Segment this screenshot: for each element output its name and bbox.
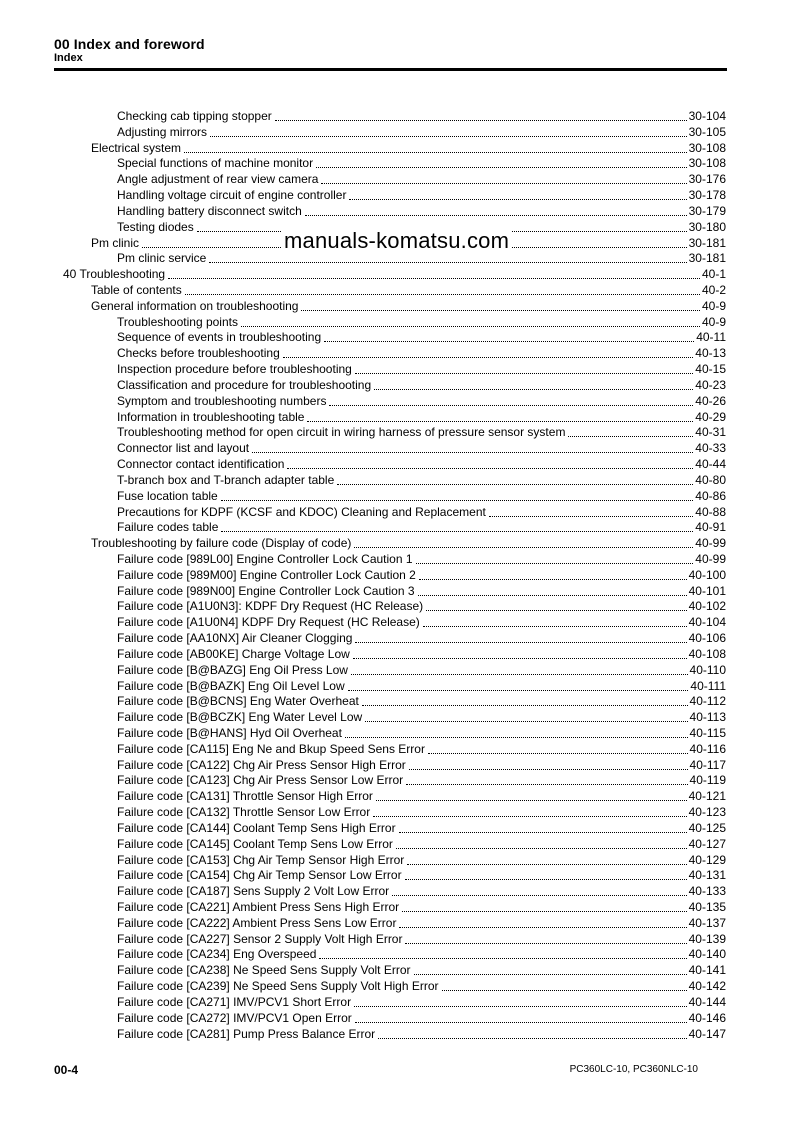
- toc-entry-label: Failure code [AA10NX] Air Cleaner Clogging: [117, 631, 353, 646]
- toc-entry-label: Connector list and layout: [117, 441, 250, 456]
- toc-entry-label: Failure code [A1U0N3]: KDPF Dry Request (HC Release): [117, 599, 424, 614]
- toc-entry-label: Failure code [CA222] Ambient Press Sens Low Error: [117, 915, 397, 930]
- toc-entry-page: 30-180: [688, 219, 726, 234]
- toc-entry-label: Failure code [CA281] Pump Press Balance Error: [117, 1026, 376, 1041]
- toc-entry-label: Handling battery disconnect switch: [117, 203, 302, 218]
- toc-entry-label: Inspection procedure before troubleshooting: [117, 362, 352, 377]
- dot-leader: [419, 568, 687, 582]
- toc-entry-page: 40-13: [695, 346, 726, 361]
- toc-entry-label: Failure code [CA153] Chg Air Temp Sensor High Error: [117, 852, 405, 867]
- toc-entry[interactable]: [117, 1009, 726, 1025]
- dot-leader: [275, 109, 687, 123]
- dot-leader: [405, 932, 686, 946]
- page-header: [54, 36, 726, 65]
- dot-leader: [221, 489, 694, 503]
- dot-leader: [409, 758, 688, 772]
- toc-entry-page: 40-131: [688, 868, 726, 883]
- toc-entry-label: Failure code [CA238] Ne Speed Sens Supply Volt Error: [117, 963, 411, 978]
- toc-entry[interactable]: [117, 503, 726, 519]
- dot-leader: [355, 362, 693, 376]
- toc-entry-page: 40-108: [688, 646, 726, 661]
- toc-entry-page: 40-106: [688, 631, 726, 646]
- toc-entry[interactable]: [117, 914, 726, 930]
- toc-entry-page: 40-119: [689, 773, 726, 788]
- toc-entry-page: 40-100: [688, 567, 726, 582]
- toc-entry-label: Checks before troubleshooting: [117, 346, 280, 361]
- toc-entry-label: Connector contact identification: [117, 457, 285, 472]
- toc-entry-label: Classification and procedure for troubleshooting: [117, 377, 372, 392]
- toc-entry-label: Information in troubleshooting table: [117, 409, 305, 424]
- toc-entry[interactable]: [63, 265, 726, 281]
- dot-leader: [305, 204, 687, 218]
- toc-entry[interactable]: [117, 202, 726, 218]
- toc-entry[interactable]: [117, 645, 726, 661]
- toc-entry[interactable]: [117, 930, 726, 946]
- dot-leader: [362, 694, 688, 708]
- toc-entry[interactable]: [91, 139, 726, 155]
- dot-leader: [402, 900, 686, 914]
- toc-entry-label: Failure code [CA271] IMV/PCV1 Short Error: [117, 994, 352, 1009]
- toc-entry-label: Failure code [CA272] IMV/PCV1 Open Error: [117, 1010, 352, 1025]
- toc-entry[interactable]: [117, 518, 726, 534]
- dot-leader: [345, 726, 688, 740]
- toc-entry-page: 40-31: [695, 425, 726, 440]
- toc-entry[interactable]: [117, 1025, 726, 1041]
- dot-leader: [283, 346, 694, 360]
- toc-entry-label: Failure code [CA187] Sens Supply 2 Volt Low Error: [117, 884, 390, 899]
- toc-entry[interactable]: [117, 835, 726, 851]
- toc-entry[interactable]: [117, 740, 726, 756]
- toc-entry-label: Precautions for KDPF (KCSF and KDOC) Cleaning and Replacement: [117, 504, 486, 519]
- toc-entry-label: Failure code [CA123] Chg Air Press Sensor Low Error: [117, 773, 404, 788]
- dot-leader: [316, 156, 687, 170]
- toc-entry-page: 40-1: [701, 267, 726, 282]
- toc-entry-page: 40-140: [688, 947, 726, 962]
- toc-entry[interactable]: [117, 487, 726, 503]
- toc-entry-page: 40-11: [696, 330, 726, 345]
- dot-leader: [329, 394, 693, 408]
- toc-entry[interactable]: [117, 692, 726, 708]
- dot-leader: [349, 188, 686, 202]
- toc-entry-page: 40-116: [689, 741, 726, 756]
- toc-entry-page: 40-23: [695, 377, 726, 392]
- toc-entry[interactable]: [117, 408, 726, 424]
- toc-entry[interactable]: [117, 170, 726, 186]
- toc-entry[interactable]: [117, 154, 726, 170]
- header-rule: [54, 68, 727, 71]
- dot-leader: [287, 457, 693, 471]
- toc-entry-page: 40-142: [688, 979, 726, 994]
- toc-entry-label: Failure code [989L00] Engine Controller Lock Caution 1: [117, 551, 413, 566]
- toc-entry[interactable]: [117, 582, 726, 598]
- toc-entry-label: Failure code [CA227] Sensor 2 Supply Volt High Error: [117, 931, 403, 946]
- toc-entry-label: Fuse location table: [117, 488, 218, 503]
- dot-leader: [378, 1027, 687, 1041]
- toc-entry[interactable]: [117, 376, 726, 392]
- toc-entry-page: 40-99: [695, 536, 726, 551]
- toc-entry[interactable]: [117, 961, 726, 977]
- toc-entry-page: 40-2: [701, 283, 726, 298]
- toc-entry-label: Failure code [B@BCZK] Eng Water Level Low: [117, 710, 363, 725]
- toc-entry-label: Sequence of events in troubleshooting: [117, 330, 322, 345]
- dot-leader: [374, 378, 693, 392]
- toc-entry-label: 40 Troubleshooting: [63, 267, 166, 282]
- dot-leader: [353, 647, 687, 661]
- toc-entry-label: Troubleshooting by failure code (Display of code): [91, 536, 352, 551]
- dot-leader: [321, 172, 686, 186]
- dot-leader: [426, 599, 687, 613]
- toc-entry-label: Failure code [989N00] Engine Controller Lock Caution 3: [117, 583, 415, 598]
- toc-entry[interactable]: [117, 597, 726, 613]
- toc-entry-page: 40-144: [688, 994, 726, 1009]
- toc-entry-page: 30-108: [688, 140, 726, 155]
- toc-entry-label: Electrical system: [91, 140, 182, 155]
- page-number: 00-4: [54, 1063, 79, 1077]
- toc-entry-page: 40-15: [695, 362, 726, 377]
- dot-leader: [221, 520, 693, 534]
- toc-entry[interactable]: [117, 677, 726, 693]
- toc-entry[interactable]: [117, 803, 726, 819]
- dot-leader: [185, 283, 700, 297]
- toc-entry-label: Failure code [CA122] Chg Air Press Sensor High Error: [117, 757, 406, 772]
- dot-leader: [241, 315, 700, 329]
- toc-entry-label: Checking cab tipping stopper: [117, 109, 272, 123]
- toc-entry-page: 40-137: [688, 915, 726, 930]
- toc-entry[interactable]: [117, 550, 726, 566]
- toc-entry[interactable]: [117, 708, 726, 724]
- dot-leader: [489, 505, 693, 519]
- toc-entry-page: 40-102: [688, 599, 726, 614]
- toc-entry[interactable]: [117, 882, 726, 898]
- toc-entry[interactable]: [91, 281, 726, 297]
- toc-entry[interactable]: [117, 866, 726, 882]
- toc-entry-page: 40-33: [695, 441, 726, 456]
- toc-entry-label: Failure code [CA131] Throttle Sensor High Error: [117, 789, 373, 804]
- toc-entry[interactable]: [117, 344, 726, 360]
- toc-entry-label: Failure code [CA115] Eng Ne and Bkup Speed Sens Error: [117, 741, 425, 756]
- toc-entry-label: Symptom and troubleshooting numbers: [117, 393, 327, 408]
- toc-entry[interactable]: [117, 756, 726, 772]
- toc-entry-page: 40-91: [695, 520, 726, 535]
- dot-leader: [399, 821, 687, 835]
- dot-leader: [406, 773, 687, 787]
- toc-entry-label: Failure code [A1U0N4] KDPF Dry Request (HC Release): [117, 615, 420, 630]
- dot-leader: [324, 330, 694, 344]
- toc-entry-page: 40-133: [688, 884, 726, 899]
- toc-entry-page: 40-104: [688, 615, 726, 630]
- toc-entry-label: T-branch box and T-branch adapter table: [117, 472, 335, 487]
- toc-entry-label: Table of contents: [91, 283, 182, 298]
- toc-entry-page: 40-121: [688, 789, 726, 804]
- model-label: PC360LC-10, PC360NLC-10: [569, 1064, 698, 1075]
- toc-entry-page: 40-115: [689, 725, 726, 740]
- toc-entry-label: Failure code [B@BAZK] Eng Oil Level Low: [117, 678, 345, 693]
- toc-entry[interactable]: [117, 771, 726, 787]
- toc-entry-label: Failure code [CA145] Coolant Temp Sens Low Error: [117, 836, 393, 851]
- toc-entry[interactable]: [117, 945, 726, 961]
- toc-entry[interactable]: [117, 613, 726, 629]
- toc-entry-page: 30-179: [688, 203, 726, 218]
- dot-leader: [418, 584, 687, 598]
- dot-leader: [210, 125, 687, 139]
- toc-entry-label: Handling voltage circuit of engine controller: [117, 188, 347, 203]
- dot-leader: [373, 805, 686, 819]
- dot-leader: [376, 789, 687, 803]
- dot-leader: [319, 947, 686, 961]
- toc-entry-page: 40-9: [701, 314, 726, 329]
- dot-leader: [396, 837, 687, 851]
- toc-entry-label: Failure code [989M00] Engine Controller Lock Caution 2: [117, 567, 416, 582]
- toc-entry-label: Adjusting mirrors: [117, 124, 208, 139]
- watermark: manuals-komatsu.com: [284, 228, 510, 253]
- toc-entry-page: 40-141: [688, 963, 726, 978]
- toc-entry[interactable]: [117, 107, 726, 123]
- toc-entry-page: 40-101: [688, 583, 726, 598]
- toc-entry[interactable]: [117, 439, 726, 455]
- toc-entry-page: 30-181: [688, 235, 726, 250]
- toc-entry-page: 30-105: [688, 124, 726, 139]
- dot-leader: [354, 536, 693, 550]
- toc-entry-page: 40-123: [688, 805, 726, 820]
- dot-leader: [354, 995, 687, 1009]
- toc-entry-label: Failure code [CA144] Coolant Temp Sens High Error: [117, 820, 396, 835]
- toc-entry-label: Troubleshooting points: [117, 314, 238, 329]
- toc-entry[interactable]: [117, 186, 726, 202]
- dot-leader: [252, 441, 693, 455]
- dot-leader: [355, 631, 686, 645]
- dot-leader: [307, 410, 693, 424]
- toc-entry[interactable]: [117, 566, 726, 582]
- toc-entry[interactable]: [91, 534, 726, 550]
- toc-entry-label: Failure codes table: [117, 520, 219, 535]
- toc-entry-page: 40-113: [689, 710, 726, 725]
- toc-entry[interactable]: [117, 455, 726, 471]
- dot-leader: [168, 267, 700, 281]
- toc-entry-label: Special functions of machine monitor: [117, 156, 314, 171]
- toc-entry-page: 40-44: [695, 457, 726, 472]
- toc-entry-label: Failure code [B@BAZG] Eng Oil Press Low: [117, 662, 348, 677]
- toc-entry[interactable]: [117, 977, 726, 993]
- toc-entry[interactable]: [117, 360, 726, 376]
- toc-entry[interactable]: [117, 629, 726, 645]
- toc-entry-label: Failure code [B@HANS] Hyd Oil Overheat: [117, 725, 342, 740]
- toc-entry-page: 40-80: [695, 472, 726, 487]
- dot-leader: [405, 868, 687, 882]
- dot-leader: [337, 473, 693, 487]
- toc-entry-page: 40-127: [688, 836, 726, 851]
- toc-entry-page: 40-112: [689, 694, 726, 709]
- toc-entry[interactable]: [117, 313, 726, 329]
- toc-entry-page: 40-111: [690, 678, 726, 693]
- section-title: 00 Index and foreword: [54, 36, 205, 52]
- dot-leader: [416, 552, 694, 566]
- section-subtitle: Index: [54, 52, 83, 64]
- toc-entry[interactable]: [117, 661, 726, 677]
- toc-entry-page: 40-110: [689, 662, 726, 677]
- toc-entry-page: 40-26: [695, 393, 726, 408]
- toc-entry-label: Failure code [CA154] Chg Air Temp Sensor Low Error: [117, 868, 402, 883]
- toc-entry[interactable]: [117, 898, 726, 914]
- dot-leader: [351, 663, 688, 677]
- dot-leader: [184, 141, 687, 155]
- toc-entry[interactable]: [117, 724, 726, 740]
- toc-entry-page: 30-176: [688, 172, 726, 187]
- toc-entry-label: Failure code [CA221] Ambient Press Sens High Error: [117, 900, 400, 914]
- toc-entry-page: 40-88: [695, 504, 726, 519]
- toc-entry-label: Failure code [AB00KE] Charge Voltage Low: [117, 646, 350, 661]
- toc-entry[interactable]: [117, 471, 726, 487]
- dot-leader: [392, 884, 686, 898]
- dot-leader: [568, 425, 693, 439]
- toc-entry[interactable]: [117, 123, 726, 139]
- toc-entry-page: 30-108: [688, 156, 726, 171]
- toc-entry[interactable]: [117, 392, 726, 408]
- toc-entry-page: 40-146: [688, 1010, 726, 1025]
- toc-entry-page: 40-139: [688, 931, 726, 946]
- toc-entry-label: General information on troubleshooting: [91, 298, 299, 313]
- toc-entry-label: Failure code [CA234] Eng Overspeed: [117, 947, 317, 962]
- toc-entry-page: 40-147: [688, 1026, 726, 1041]
- dot-leader: [301, 299, 700, 313]
- toc-entry-page: 40-99: [695, 551, 726, 566]
- toc-entry-label: Failure code [B@BCNS] Eng Water Overheat: [117, 694, 359, 709]
- toc-entry-label: Pm clinic: [91, 235, 140, 250]
- toc-entry[interactable]: [117, 423, 726, 439]
- dot-leader: [355, 1011, 687, 1025]
- dot-leader: [348, 679, 689, 693]
- toc-entry-label: Angle adjustment of rear view camera: [117, 172, 319, 187]
- toc-entry-page: 30-178: [688, 188, 726, 203]
- dot-leader: [442, 979, 687, 993]
- toc-entry-page: 40-129: [688, 852, 726, 867]
- dot-leader: [414, 963, 687, 977]
- dot-leader: [423, 615, 687, 629]
- toc-entry-page: 40-125: [688, 820, 726, 835]
- toc-entry[interactable]: [117, 851, 726, 867]
- toc-entry[interactable]: [117, 993, 726, 1009]
- toc-entry-label: Pm clinic service: [117, 251, 207, 266]
- dot-leader: [365, 710, 687, 724]
- toc-entry-label: Failure code [CA239] Ne Speed Sens Supply Volt High Error: [117, 979, 439, 994]
- dot-leader: [399, 916, 686, 930]
- dot-leader: [407, 853, 686, 867]
- toc-entry-page: 40-29: [695, 409, 726, 424]
- toc-entry[interactable]: [117, 819, 726, 835]
- toc-entry-page: 40-117: [689, 757, 726, 772]
- toc-entry-page: 30-181: [688, 251, 726, 266]
- toc-entry[interactable]: [117, 787, 726, 803]
- toc-entry-label: Testing diodes: [117, 219, 194, 234]
- toc-entry-page: 30-104: [688, 109, 726, 123]
- dot-leader: [428, 742, 688, 756]
- toc-entry-page: 40-9: [701, 298, 726, 313]
- toc-entry-label: Failure code [CA132] Throttle Sensor Low Error: [117, 805, 371, 820]
- toc-entry-page: 40-86: [695, 488, 726, 503]
- toc-entry-page: 40-135: [688, 900, 726, 914]
- toc-entry-label: Troubleshooting method for open circuit in wiring harness of pressure sensor system: [117, 425, 566, 440]
- toc-entry[interactable]: [117, 328, 726, 344]
- toc-entry[interactable]: [91, 297, 726, 313]
